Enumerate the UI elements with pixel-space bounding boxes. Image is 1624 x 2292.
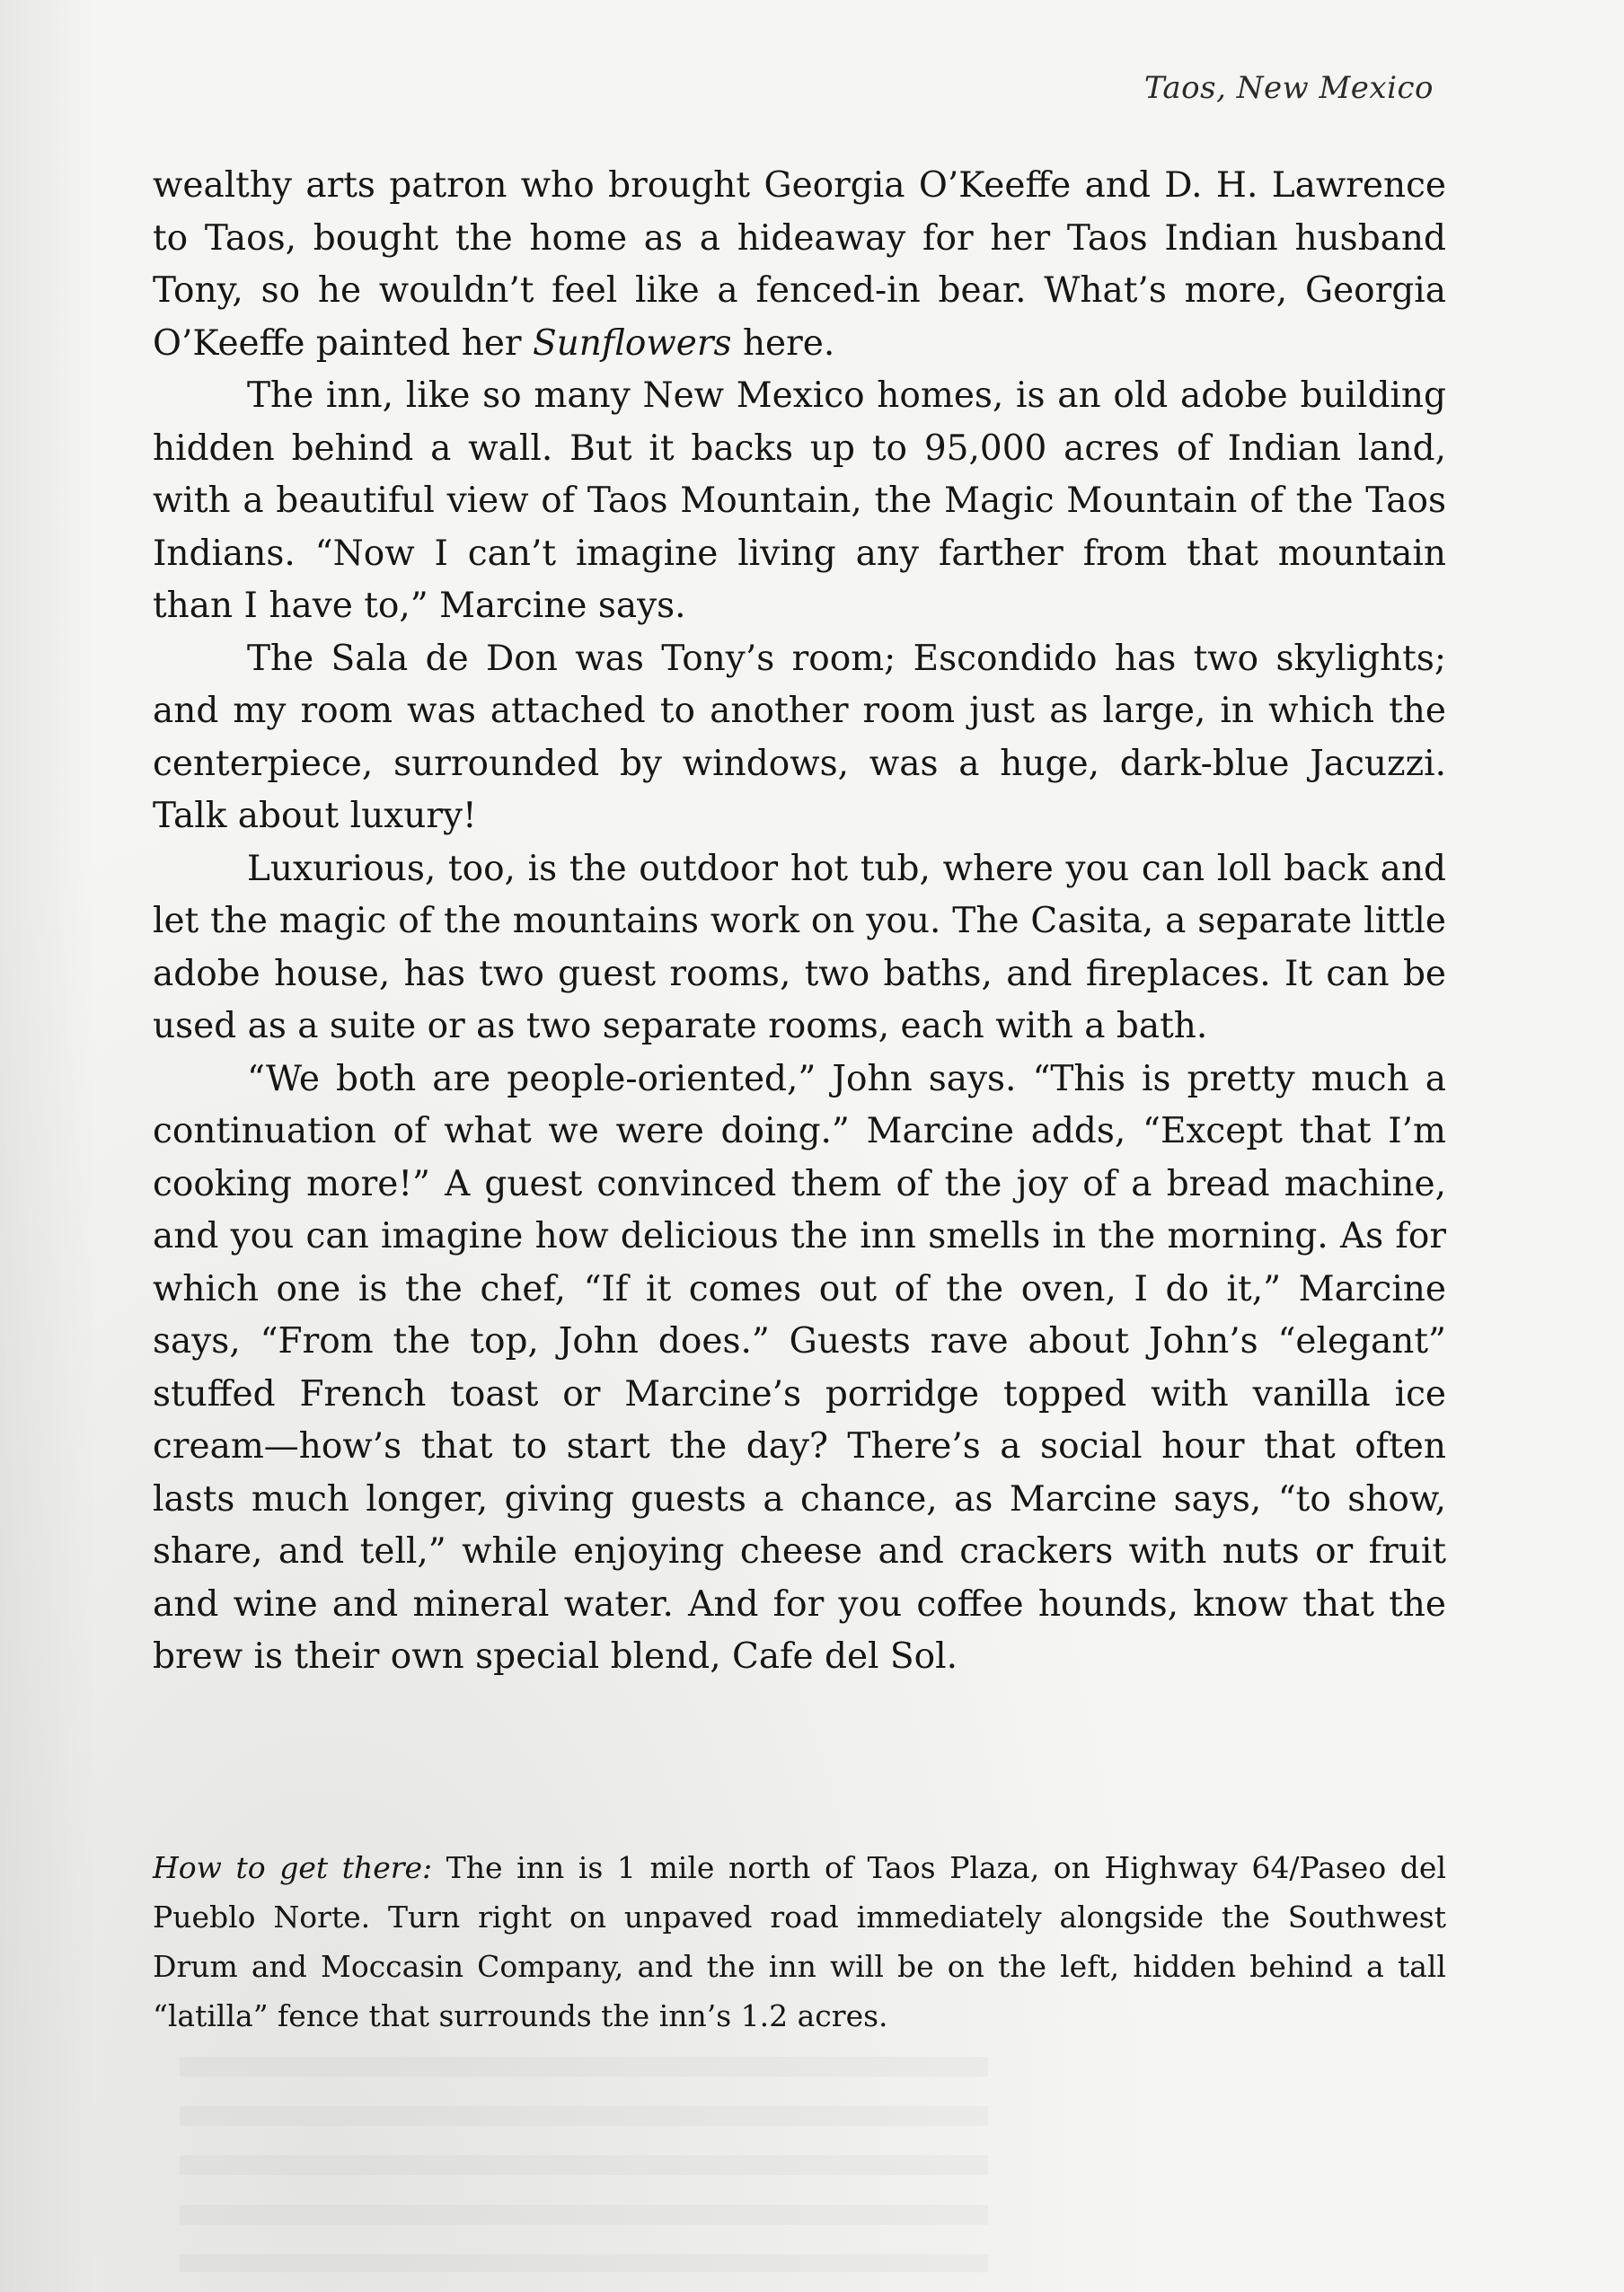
directions-text: The inn is 1 mile north of Taos Plaza, on Highway 64/Paseo del Pueblo Norte. Turn right on unpaved road immediately alongside the Southwest Drum and Moccasin Company, and the inn will be on the left, hidden behind a tall “latilla” fence that surrounds the inn’s 1.2 acres. [153, 1850, 1446, 2033]
body-text [153, 160, 1446, 1684]
paragraph-1-end: here. [731, 322, 835, 364]
paragraph-4: Luxurious, too, is the outdoor hot tub, where you can loll back and let the magic of the mountains work on you. The Casita, a separate little adobe house, has two guest rooms, two baths, and fireplaces. It can be used as a suite or as two separate rooms, each with a bath. [153, 848, 1446, 1046]
paragraph-5: “We both are people-oriented,” John says. “This is pretty much a continuation of what we were doing.” Marcine adds, “Except that I’m cooking more!” A guest convinced them of the joy of a bread machine, and you can imagine how delicious the inn smells in the morning. As for which one is the chef, “If it comes out of the oven, I do it,” Marcine says, “From the top, John does.” Guests rave about John’s “elegant” stuffed French toast or Marcine’s porridge topped with vanilla ice cream—how’s that to start the day? There’s a social hour that often lasts much longer, giving guests a chance, as Marcine says, “to show, share, and tell,” while enjoying cheese and crackers with nuts or fruit and wine and mineral water. And for you coffee hounds, know that the brew is their own special blend, Cafe del Sol. [153, 1058, 1446, 1677]
show-through-shadow [180, 2057, 988, 2272]
paragraph-3: The Sala de Don was Tony’s room; Escondido has two skylights; and my room was attached to another room just as large, in which the centerpiece, surrounded by windows, was a huge, dark-blue Jacuzzi. Talk about luxury! [153, 638, 1446, 836]
running-head: Taos, New Mexico [1143, 70, 1434, 106]
sunflowers-title: Sunflowers [532, 322, 732, 364]
paragraph-2: The inn, like so many New Mexico homes, is an old adobe building hidden behind a wall. But it backs up to 95,000 acres of Indian land, with a beautiful view of Taos Mountain, the Magic Mountain of the Taos Indians. “Now I can’t imagine living any farther from that mountain than I have to,” Marcine says. [153, 375, 1446, 626]
paragraph-1 [153, 160, 1446, 370]
directions-label: How to get there: [153, 1850, 433, 1885]
directions [153, 1843, 1446, 2041]
paragraph-1-text: wealthy arts patron who brought Georgia O’Keeffe and D. H. Lawrence to Taos, bought the home as a hideaway for her Taos Indian husband Tony, so he wouldn’t feel like a fenced-in bear. What’s more, Georgia O’Keeffe painted her [153, 165, 1446, 364]
